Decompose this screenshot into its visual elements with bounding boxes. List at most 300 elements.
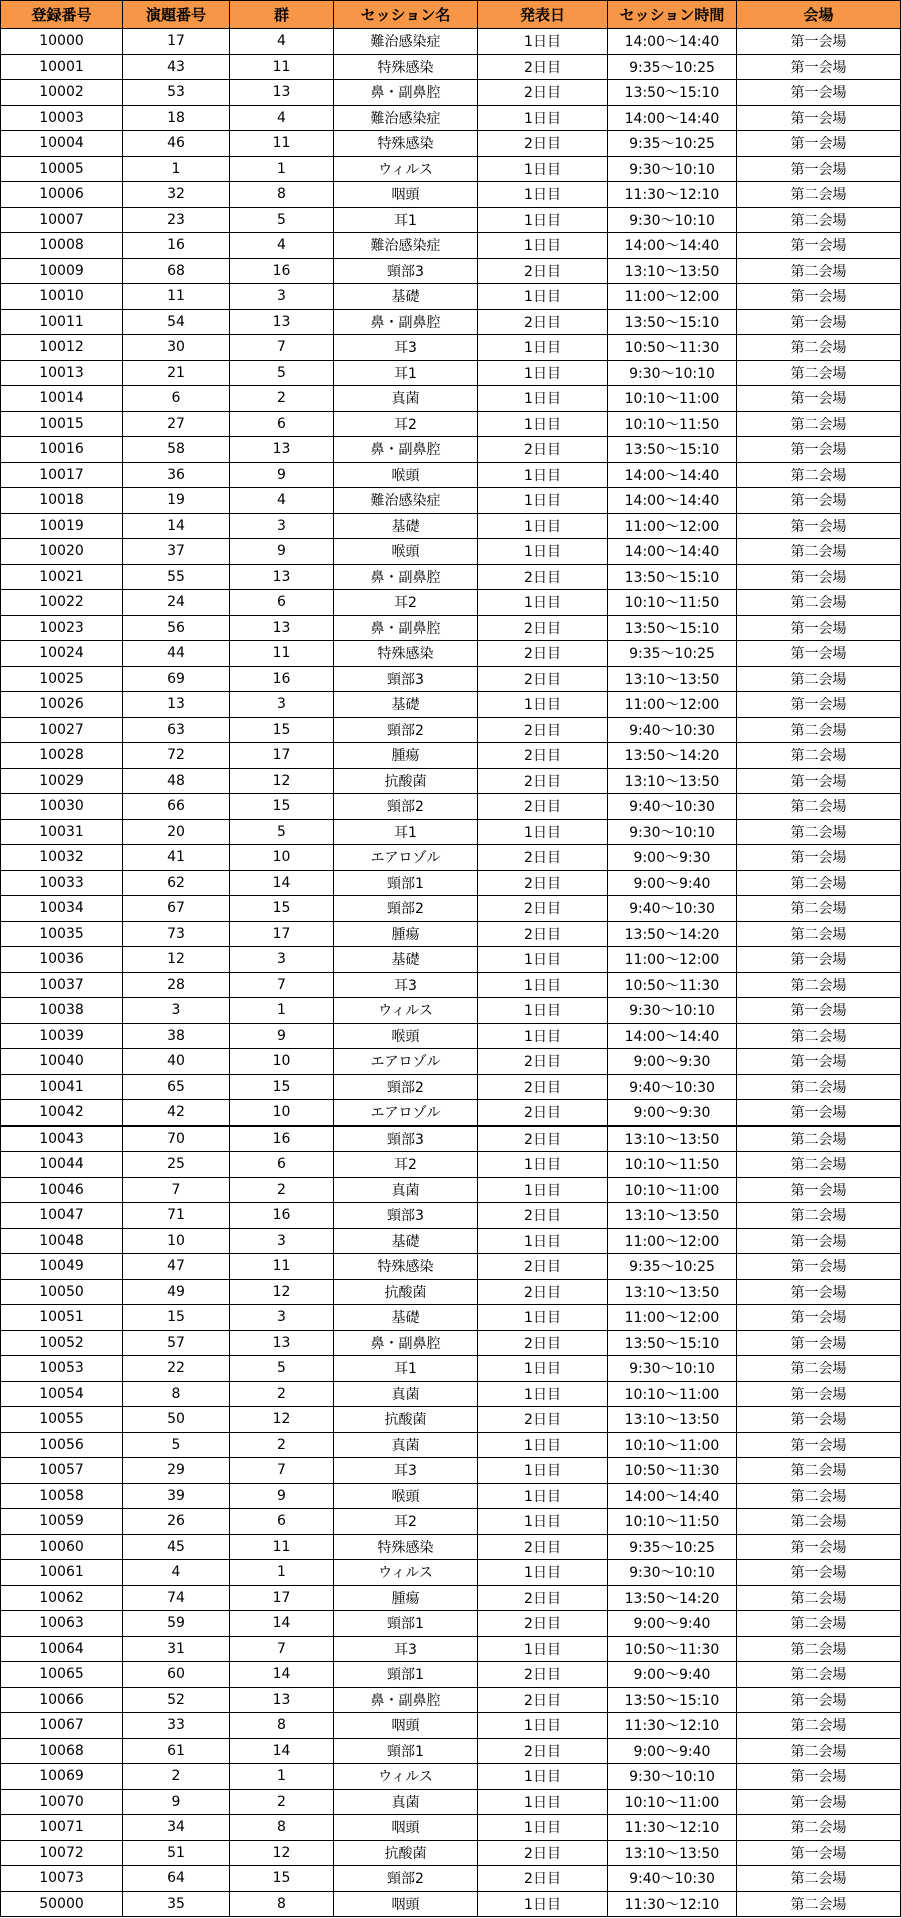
cell-session-time: 9:30〜10:10 bbox=[608, 156, 737, 182]
cell-session-time: 9:00〜9:40 bbox=[608, 1662, 737, 1688]
table-row bbox=[1, 1764, 901, 1790]
table-row bbox=[1, 1126, 901, 1152]
cell-presentation-day: 1日目 bbox=[478, 1356, 608, 1382]
cell-abstract-number: 33 bbox=[123, 1713, 230, 1739]
cell-venue: 第一会場 bbox=[737, 564, 901, 590]
cell-session-name: 頸部1 bbox=[334, 1738, 478, 1764]
cell-session-time: 13:50〜15:10 bbox=[608, 80, 737, 106]
table-row bbox=[1, 258, 901, 284]
cell-presentation-day: 1日目 bbox=[478, 1636, 608, 1662]
table-row bbox=[1, 386, 901, 412]
cell-abstract-number: 17 bbox=[123, 29, 230, 55]
cell-abstract-number: 53 bbox=[123, 80, 230, 106]
cell-abstract-number: 35 bbox=[123, 1891, 230, 1917]
cell-session-name: ウィルス bbox=[334, 156, 478, 182]
cell-presentation-day: 1日目 bbox=[478, 1483, 608, 1509]
cell-presentation-day: 1日目 bbox=[478, 105, 608, 131]
cell-presentation-day: 1日目 bbox=[478, 1891, 608, 1917]
cell-abstract-number: 27 bbox=[123, 411, 230, 437]
cell-venue: 第一会場 bbox=[737, 1432, 901, 1458]
cell-abstract-number: 48 bbox=[123, 768, 230, 794]
cell-venue: 第二会場 bbox=[737, 896, 901, 922]
cell-session-time: 13:10〜13:50 bbox=[608, 666, 737, 692]
cell-presentation-day: 1日目 bbox=[478, 1023, 608, 1049]
cell-registration-number: 10006 bbox=[1, 182, 123, 208]
cell-venue: 第一会場 bbox=[737, 1279, 901, 1305]
cell-session-time: 9:40〜10:30 bbox=[608, 1866, 737, 1892]
table-row bbox=[1, 1738, 901, 1764]
cell-group: 5 bbox=[230, 207, 334, 233]
cell-session-name: 耳3 bbox=[334, 1458, 478, 1484]
cell-registration-number: 10038 bbox=[1, 998, 123, 1024]
cell-session-time: 13:10〜13:50 bbox=[608, 1279, 737, 1305]
cell-venue: 第二会場 bbox=[737, 335, 901, 361]
cell-registration-number: 10017 bbox=[1, 462, 123, 488]
cell-abstract-number: 30 bbox=[123, 335, 230, 361]
cell-group: 7 bbox=[230, 1636, 334, 1662]
cell-abstract-number: 21 bbox=[123, 360, 230, 386]
cell-abstract-number: 8 bbox=[123, 1381, 230, 1407]
cell-session-name: 腫瘍 bbox=[334, 921, 478, 947]
cell-group: 10 bbox=[230, 845, 334, 871]
cell-abstract-number: 32 bbox=[123, 182, 230, 208]
cell-presentation-day: 2日目 bbox=[478, 131, 608, 157]
cell-presentation-day: 1日目 bbox=[478, 1152, 608, 1178]
cell-abstract-number: 55 bbox=[123, 564, 230, 590]
cell-registration-number: 10012 bbox=[1, 335, 123, 361]
table-row bbox=[1, 462, 901, 488]
cell-abstract-number: 7 bbox=[123, 1177, 230, 1203]
cell-presentation-day: 1日目 bbox=[478, 590, 608, 616]
cell-session-time: 13:50〜14:20 bbox=[608, 743, 737, 769]
cell-session-time: 13:50〜15:10 bbox=[608, 1687, 737, 1713]
cell-session-time: 9:35〜10:25 bbox=[608, 1254, 737, 1280]
cell-session-name: 頸部3 bbox=[334, 1126, 478, 1152]
cell-group: 2 bbox=[230, 1789, 334, 1815]
cell-venue: 第二会場 bbox=[737, 1203, 901, 1229]
cell-group: 11 bbox=[230, 1254, 334, 1280]
cell-registration-number: 10050 bbox=[1, 1279, 123, 1305]
cell-venue: 第二会場 bbox=[737, 794, 901, 820]
table-row bbox=[1, 411, 901, 437]
cell-group: 16 bbox=[230, 1203, 334, 1229]
cell-abstract-number: 49 bbox=[123, 1279, 230, 1305]
cell-session-name: 難治感染症 bbox=[334, 105, 478, 131]
cell-presentation-day: 1日目 bbox=[478, 411, 608, 437]
cell-session-name: 咽頭 bbox=[334, 1891, 478, 1917]
cell-registration-number: 10008 bbox=[1, 233, 123, 259]
cell-session-name: 耳2 bbox=[334, 590, 478, 616]
cell-venue: 第一会場 bbox=[737, 1254, 901, 1280]
cell-session-name: 真菌 bbox=[334, 1789, 478, 1815]
cell-session-name: エアロゾル bbox=[334, 1100, 478, 1126]
cell-session-name: 頸部2 bbox=[334, 1074, 478, 1100]
cell-abstract-number: 61 bbox=[123, 1738, 230, 1764]
cell-presentation-day: 2日目 bbox=[478, 743, 608, 769]
cell-presentation-day: 1日目 bbox=[478, 1789, 608, 1815]
cell-session-name: 耳1 bbox=[334, 1356, 478, 1382]
cell-venue: 第二会場 bbox=[737, 870, 901, 896]
table-row bbox=[1, 1432, 901, 1458]
cell-abstract-number: 38 bbox=[123, 1023, 230, 1049]
table-row bbox=[1, 692, 901, 718]
cell-presentation-day: 1日目 bbox=[478, 513, 608, 539]
cell-registration-number: 10052 bbox=[1, 1330, 123, 1356]
table-row bbox=[1, 947, 901, 973]
cell-venue: 第一会場 bbox=[737, 309, 901, 335]
cell-presentation-day: 2日目 bbox=[478, 666, 608, 692]
cell-registration-number: 10011 bbox=[1, 309, 123, 335]
cell-presentation-day: 2日目 bbox=[478, 309, 608, 335]
cell-presentation-day: 2日目 bbox=[478, 1074, 608, 1100]
table-row bbox=[1, 1458, 901, 1484]
cell-session-time: 11:00〜12:00 bbox=[608, 947, 737, 973]
cell-presentation-day: 2日目 bbox=[478, 1407, 608, 1433]
cell-presentation-day: 1日目 bbox=[478, 360, 608, 386]
cell-abstract-number: 70 bbox=[123, 1126, 230, 1152]
cell-abstract-number: 51 bbox=[123, 1840, 230, 1866]
cell-session-time: 11:30〜12:10 bbox=[608, 182, 737, 208]
cell-abstract-number: 20 bbox=[123, 819, 230, 845]
cell-abstract-number: 40 bbox=[123, 1049, 230, 1075]
cell-group: 6 bbox=[230, 1152, 334, 1178]
cell-registration-number: 10034 bbox=[1, 896, 123, 922]
cell-session-time: 10:50〜11:30 bbox=[608, 972, 737, 998]
cell-session-time: 9:30〜10:10 bbox=[608, 819, 737, 845]
cell-session-time: 14:00〜14:40 bbox=[608, 539, 737, 565]
cell-venue: 第二会場 bbox=[737, 743, 901, 769]
cell-group: 9 bbox=[230, 1483, 334, 1509]
cell-registration-number: 10042 bbox=[1, 1100, 123, 1126]
cell-registration-number: 10059 bbox=[1, 1509, 123, 1535]
table-row bbox=[1, 1611, 901, 1637]
cell-group: 3 bbox=[230, 1228, 334, 1254]
table-row bbox=[1, 1330, 901, 1356]
cell-registration-number: 10025 bbox=[1, 666, 123, 692]
cell-registration-number: 10007 bbox=[1, 207, 123, 233]
cell-abstract-number: 58 bbox=[123, 437, 230, 463]
cell-presentation-day: 2日目 bbox=[478, 1585, 608, 1611]
cell-presentation-day: 2日目 bbox=[478, 845, 608, 871]
cell-group: 3 bbox=[230, 284, 334, 310]
cell-session-name: ウィルス bbox=[334, 1560, 478, 1586]
cell-registration-number: 10004 bbox=[1, 131, 123, 157]
cell-venue: 第一会場 bbox=[737, 615, 901, 641]
table-row bbox=[1, 488, 901, 514]
table-row bbox=[1, 1152, 901, 1178]
cell-session-time: 10:50〜11:30 bbox=[608, 1458, 737, 1484]
cell-abstract-number: 66 bbox=[123, 794, 230, 820]
cell-group: 4 bbox=[230, 105, 334, 131]
header-abstract-number: 演題番号 bbox=[123, 1, 230, 29]
cell-session-name: 難治感染症 bbox=[334, 488, 478, 514]
cell-abstract-number: 37 bbox=[123, 539, 230, 565]
cell-group: 8 bbox=[230, 182, 334, 208]
table-row bbox=[1, 1509, 901, 1535]
cell-venue: 第一会場 bbox=[737, 1177, 901, 1203]
cell-abstract-number: 39 bbox=[123, 1483, 230, 1509]
cell-session-time: 11:00〜12:00 bbox=[608, 513, 737, 539]
cell-presentation-day: 1日目 bbox=[478, 488, 608, 514]
cell-presentation-day: 2日目 bbox=[478, 717, 608, 743]
cell-presentation-day: 1日目 bbox=[478, 1815, 608, 1841]
table-row bbox=[1, 437, 901, 463]
cell-group: 3 bbox=[230, 947, 334, 973]
cell-abstract-number: 71 bbox=[123, 1203, 230, 1229]
cell-venue: 第一会場 bbox=[737, 1228, 901, 1254]
cell-venue: 第二会場 bbox=[737, 819, 901, 845]
cell-presentation-day: 2日目 bbox=[478, 641, 608, 667]
cell-abstract-number: 43 bbox=[123, 54, 230, 80]
cell-session-time: 13:10〜13:50 bbox=[608, 258, 737, 284]
cell-venue: 第二会場 bbox=[737, 462, 901, 488]
cell-group: 2 bbox=[230, 1177, 334, 1203]
cell-abstract-number: 62 bbox=[123, 870, 230, 896]
table-row bbox=[1, 870, 901, 896]
table-row bbox=[1, 1713, 901, 1739]
cell-presentation-day: 1日目 bbox=[478, 1305, 608, 1331]
cell-presentation-day: 1日目 bbox=[478, 207, 608, 233]
table-row bbox=[1, 54, 901, 80]
cell-group: 14 bbox=[230, 1662, 334, 1688]
cell-venue: 第二会場 bbox=[737, 1713, 901, 1739]
cell-group: 11 bbox=[230, 1534, 334, 1560]
cell-session-name: 真菌 bbox=[334, 1381, 478, 1407]
table-row bbox=[1, 29, 901, 55]
cell-presentation-day: 2日目 bbox=[478, 896, 608, 922]
cell-session-name: 真菌 bbox=[334, 1432, 478, 1458]
cell-registration-number: 10041 bbox=[1, 1074, 123, 1100]
table-header bbox=[1, 1, 901, 29]
cell-session-time: 13:50〜14:20 bbox=[608, 1585, 737, 1611]
table-row bbox=[1, 156, 901, 182]
cell-venue: 第一会場 bbox=[737, 998, 901, 1024]
cell-group: 5 bbox=[230, 819, 334, 845]
cell-abstract-number: 60 bbox=[123, 1662, 230, 1688]
cell-abstract-number: 2 bbox=[123, 1764, 230, 1790]
cell-registration-number: 10002 bbox=[1, 80, 123, 106]
cell-session-name: 特殊感染 bbox=[334, 131, 478, 157]
cell-group: 15 bbox=[230, 1074, 334, 1100]
cell-group: 5 bbox=[230, 1356, 334, 1382]
table-row bbox=[1, 641, 901, 667]
cell-venue: 第二会場 bbox=[737, 1458, 901, 1484]
cell-session-name: ウィルス bbox=[334, 1764, 478, 1790]
cell-registration-number: 10009 bbox=[1, 258, 123, 284]
cell-presentation-day: 1日目 bbox=[478, 1509, 608, 1535]
cell-session-name: 真菌 bbox=[334, 1177, 478, 1203]
cell-session-name: 鼻・副鼻腔 bbox=[334, 1687, 478, 1713]
cell-registration-number: 10031 bbox=[1, 819, 123, 845]
cell-presentation-day: 1日目 bbox=[478, 386, 608, 412]
cell-registration-number: 10022 bbox=[1, 590, 123, 616]
cell-session-time: 9:40〜10:30 bbox=[608, 717, 737, 743]
cell-presentation-day: 2日目 bbox=[478, 870, 608, 896]
cell-abstract-number: 23 bbox=[123, 207, 230, 233]
cell-session-time: 13:50〜15:10 bbox=[608, 615, 737, 641]
cell-presentation-day: 2日目 bbox=[478, 1100, 608, 1126]
cell-venue: 第二会場 bbox=[737, 590, 901, 616]
table-row bbox=[1, 1789, 901, 1815]
cell-venue: 第二会場 bbox=[737, 1866, 901, 1892]
table-row bbox=[1, 335, 901, 361]
cell-session-name: 基礎 bbox=[334, 1305, 478, 1331]
cell-venue: 第一会場 bbox=[737, 1789, 901, 1815]
table-row bbox=[1, 1049, 901, 1075]
cell-registration-number: 10018 bbox=[1, 488, 123, 514]
table-row bbox=[1, 1203, 901, 1229]
header-registration-number: 登録番号 bbox=[1, 1, 123, 29]
cell-registration-number: 10001 bbox=[1, 54, 123, 80]
cell-registration-number: 10015 bbox=[1, 411, 123, 437]
cell-venue: 第二会場 bbox=[737, 1585, 901, 1611]
cell-session-time: 13:10〜13:50 bbox=[608, 1840, 737, 1866]
cell-session-name: 咽頭 bbox=[334, 1815, 478, 1841]
table-row bbox=[1, 1483, 901, 1509]
cell-presentation-day: 2日目 bbox=[478, 1866, 608, 1892]
cell-group: 11 bbox=[230, 131, 334, 157]
cell-session-time: 10:10〜11:50 bbox=[608, 1152, 737, 1178]
table-row bbox=[1, 896, 901, 922]
cell-abstract-number: 3 bbox=[123, 998, 230, 1024]
cell-session-time: 9:35〜10:25 bbox=[608, 1534, 737, 1560]
cell-group: 17 bbox=[230, 1585, 334, 1611]
cell-session-name: 耳2 bbox=[334, 1509, 478, 1535]
cell-venue: 第二会場 bbox=[737, 1611, 901, 1637]
cell-venue: 第一会場 bbox=[737, 1764, 901, 1790]
cell-venue: 第二会場 bbox=[737, 1074, 901, 1100]
cell-session-name: 真菌 bbox=[334, 386, 478, 412]
cell-abstract-number: 54 bbox=[123, 309, 230, 335]
cell-session-name: 抗酸菌 bbox=[334, 1279, 478, 1305]
cell-venue: 第二会場 bbox=[737, 1509, 901, 1535]
cell-venue: 第一会場 bbox=[737, 1840, 901, 1866]
cell-abstract-number: 13 bbox=[123, 692, 230, 718]
cell-abstract-number: 9 bbox=[123, 1789, 230, 1815]
cell-group: 9 bbox=[230, 539, 334, 565]
cell-registration-number: 10027 bbox=[1, 717, 123, 743]
header-row bbox=[1, 1, 901, 29]
cell-session-time: 11:00〜12:00 bbox=[608, 1305, 737, 1331]
cell-venue: 第二会場 bbox=[737, 182, 901, 208]
cell-registration-number: 10024 bbox=[1, 641, 123, 667]
cell-venue: 第二会場 bbox=[737, 666, 901, 692]
table-row bbox=[1, 1534, 901, 1560]
cell-presentation-day: 1日目 bbox=[478, 1458, 608, 1484]
cell-group: 7 bbox=[230, 1458, 334, 1484]
cell-registration-number: 10053 bbox=[1, 1356, 123, 1382]
cell-session-name: 喉頭 bbox=[334, 1023, 478, 1049]
cell-session-time: 11:30〜12:10 bbox=[608, 1891, 737, 1917]
table-row bbox=[1, 1074, 901, 1100]
cell-presentation-day: 1日目 bbox=[478, 284, 608, 310]
table-row bbox=[1, 1305, 901, 1331]
cell-abstract-number: 68 bbox=[123, 258, 230, 284]
cell-group: 15 bbox=[230, 896, 334, 922]
cell-venue: 第二会場 bbox=[737, 921, 901, 947]
cell-abstract-number: 67 bbox=[123, 896, 230, 922]
cell-group: 16 bbox=[230, 1126, 334, 1152]
table-row bbox=[1, 666, 901, 692]
table-row bbox=[1, 972, 901, 998]
cell-presentation-day: 2日目 bbox=[478, 1330, 608, 1356]
cell-registration-number: 10067 bbox=[1, 1713, 123, 1739]
cell-abstract-number: 31 bbox=[123, 1636, 230, 1662]
cell-session-name: 難治感染症 bbox=[334, 29, 478, 55]
header-session-time: セッション時間 bbox=[608, 1, 737, 29]
cell-group: 13 bbox=[230, 1687, 334, 1713]
cell-session-name: 耳1 bbox=[334, 207, 478, 233]
cell-session-name: 抗酸菌 bbox=[334, 768, 478, 794]
table-row bbox=[1, 819, 901, 845]
table-row bbox=[1, 539, 901, 565]
cell-group: 6 bbox=[230, 411, 334, 437]
table-row bbox=[1, 998, 901, 1024]
cell-session-time: 9:30〜10:10 bbox=[608, 998, 737, 1024]
cell-session-time: 14:00〜14:40 bbox=[608, 1483, 737, 1509]
cell-group: 16 bbox=[230, 666, 334, 692]
cell-venue: 第一会場 bbox=[737, 947, 901, 973]
cell-presentation-day: 2日目 bbox=[478, 258, 608, 284]
cell-registration-number: 10043 bbox=[1, 1126, 123, 1152]
table-row bbox=[1, 360, 901, 386]
table-row bbox=[1, 1840, 901, 1866]
cell-venue: 第一会場 bbox=[737, 1534, 901, 1560]
cell-presentation-day: 2日目 bbox=[478, 1279, 608, 1305]
cell-group: 9 bbox=[230, 1023, 334, 1049]
cell-session-name: 難治感染症 bbox=[334, 233, 478, 259]
cell-session-name: 耳3 bbox=[334, 1636, 478, 1662]
cell-abstract-number: 45 bbox=[123, 1534, 230, 1560]
cell-venue: 第一会場 bbox=[737, 1049, 901, 1075]
cell-venue: 第一会場 bbox=[737, 233, 901, 259]
cell-group: 12 bbox=[230, 1840, 334, 1866]
cell-presentation-day: 2日目 bbox=[478, 564, 608, 590]
cell-registration-number: 10054 bbox=[1, 1381, 123, 1407]
header-presentation-day: 発表日 bbox=[478, 1, 608, 29]
cell-venue: 第二会場 bbox=[737, 1356, 901, 1382]
cell-session-name: 腫瘍 bbox=[334, 743, 478, 769]
cell-registration-number: 10014 bbox=[1, 386, 123, 412]
cell-abstract-number: 44 bbox=[123, 641, 230, 667]
cell-session-name: 鼻・副鼻腔 bbox=[334, 309, 478, 335]
cell-abstract-number: 74 bbox=[123, 1585, 230, 1611]
cell-abstract-number: 1 bbox=[123, 156, 230, 182]
cell-abstract-number: 52 bbox=[123, 1687, 230, 1713]
cell-session-name: 腫瘍 bbox=[334, 1585, 478, 1611]
cell-session-name: 鼻・副鼻腔 bbox=[334, 80, 478, 106]
table-row bbox=[1, 1100, 901, 1126]
cell-registration-number: 10035 bbox=[1, 921, 123, 947]
cell-venue: 第二会場 bbox=[737, 360, 901, 386]
cell-registration-number: 10047 bbox=[1, 1203, 123, 1229]
cell-registration-number: 10016 bbox=[1, 437, 123, 463]
cell-session-name: 鼻・副鼻腔 bbox=[334, 615, 478, 641]
cell-registration-number: 10068 bbox=[1, 1738, 123, 1764]
cell-registration-number: 10065 bbox=[1, 1662, 123, 1688]
cell-abstract-number: 14 bbox=[123, 513, 230, 539]
cell-group: 17 bbox=[230, 743, 334, 769]
header-session-name: セッション名 bbox=[334, 1, 478, 29]
cell-group: 8 bbox=[230, 1713, 334, 1739]
cell-group: 7 bbox=[230, 335, 334, 361]
cell-registration-number: 10039 bbox=[1, 1023, 123, 1049]
cell-registration-number: 10057 bbox=[1, 1458, 123, 1484]
cell-venue: 第一会場 bbox=[737, 29, 901, 55]
cell-group: 1 bbox=[230, 1764, 334, 1790]
cell-abstract-number: 12 bbox=[123, 947, 230, 973]
header-venue: 会場 bbox=[737, 1, 901, 29]
